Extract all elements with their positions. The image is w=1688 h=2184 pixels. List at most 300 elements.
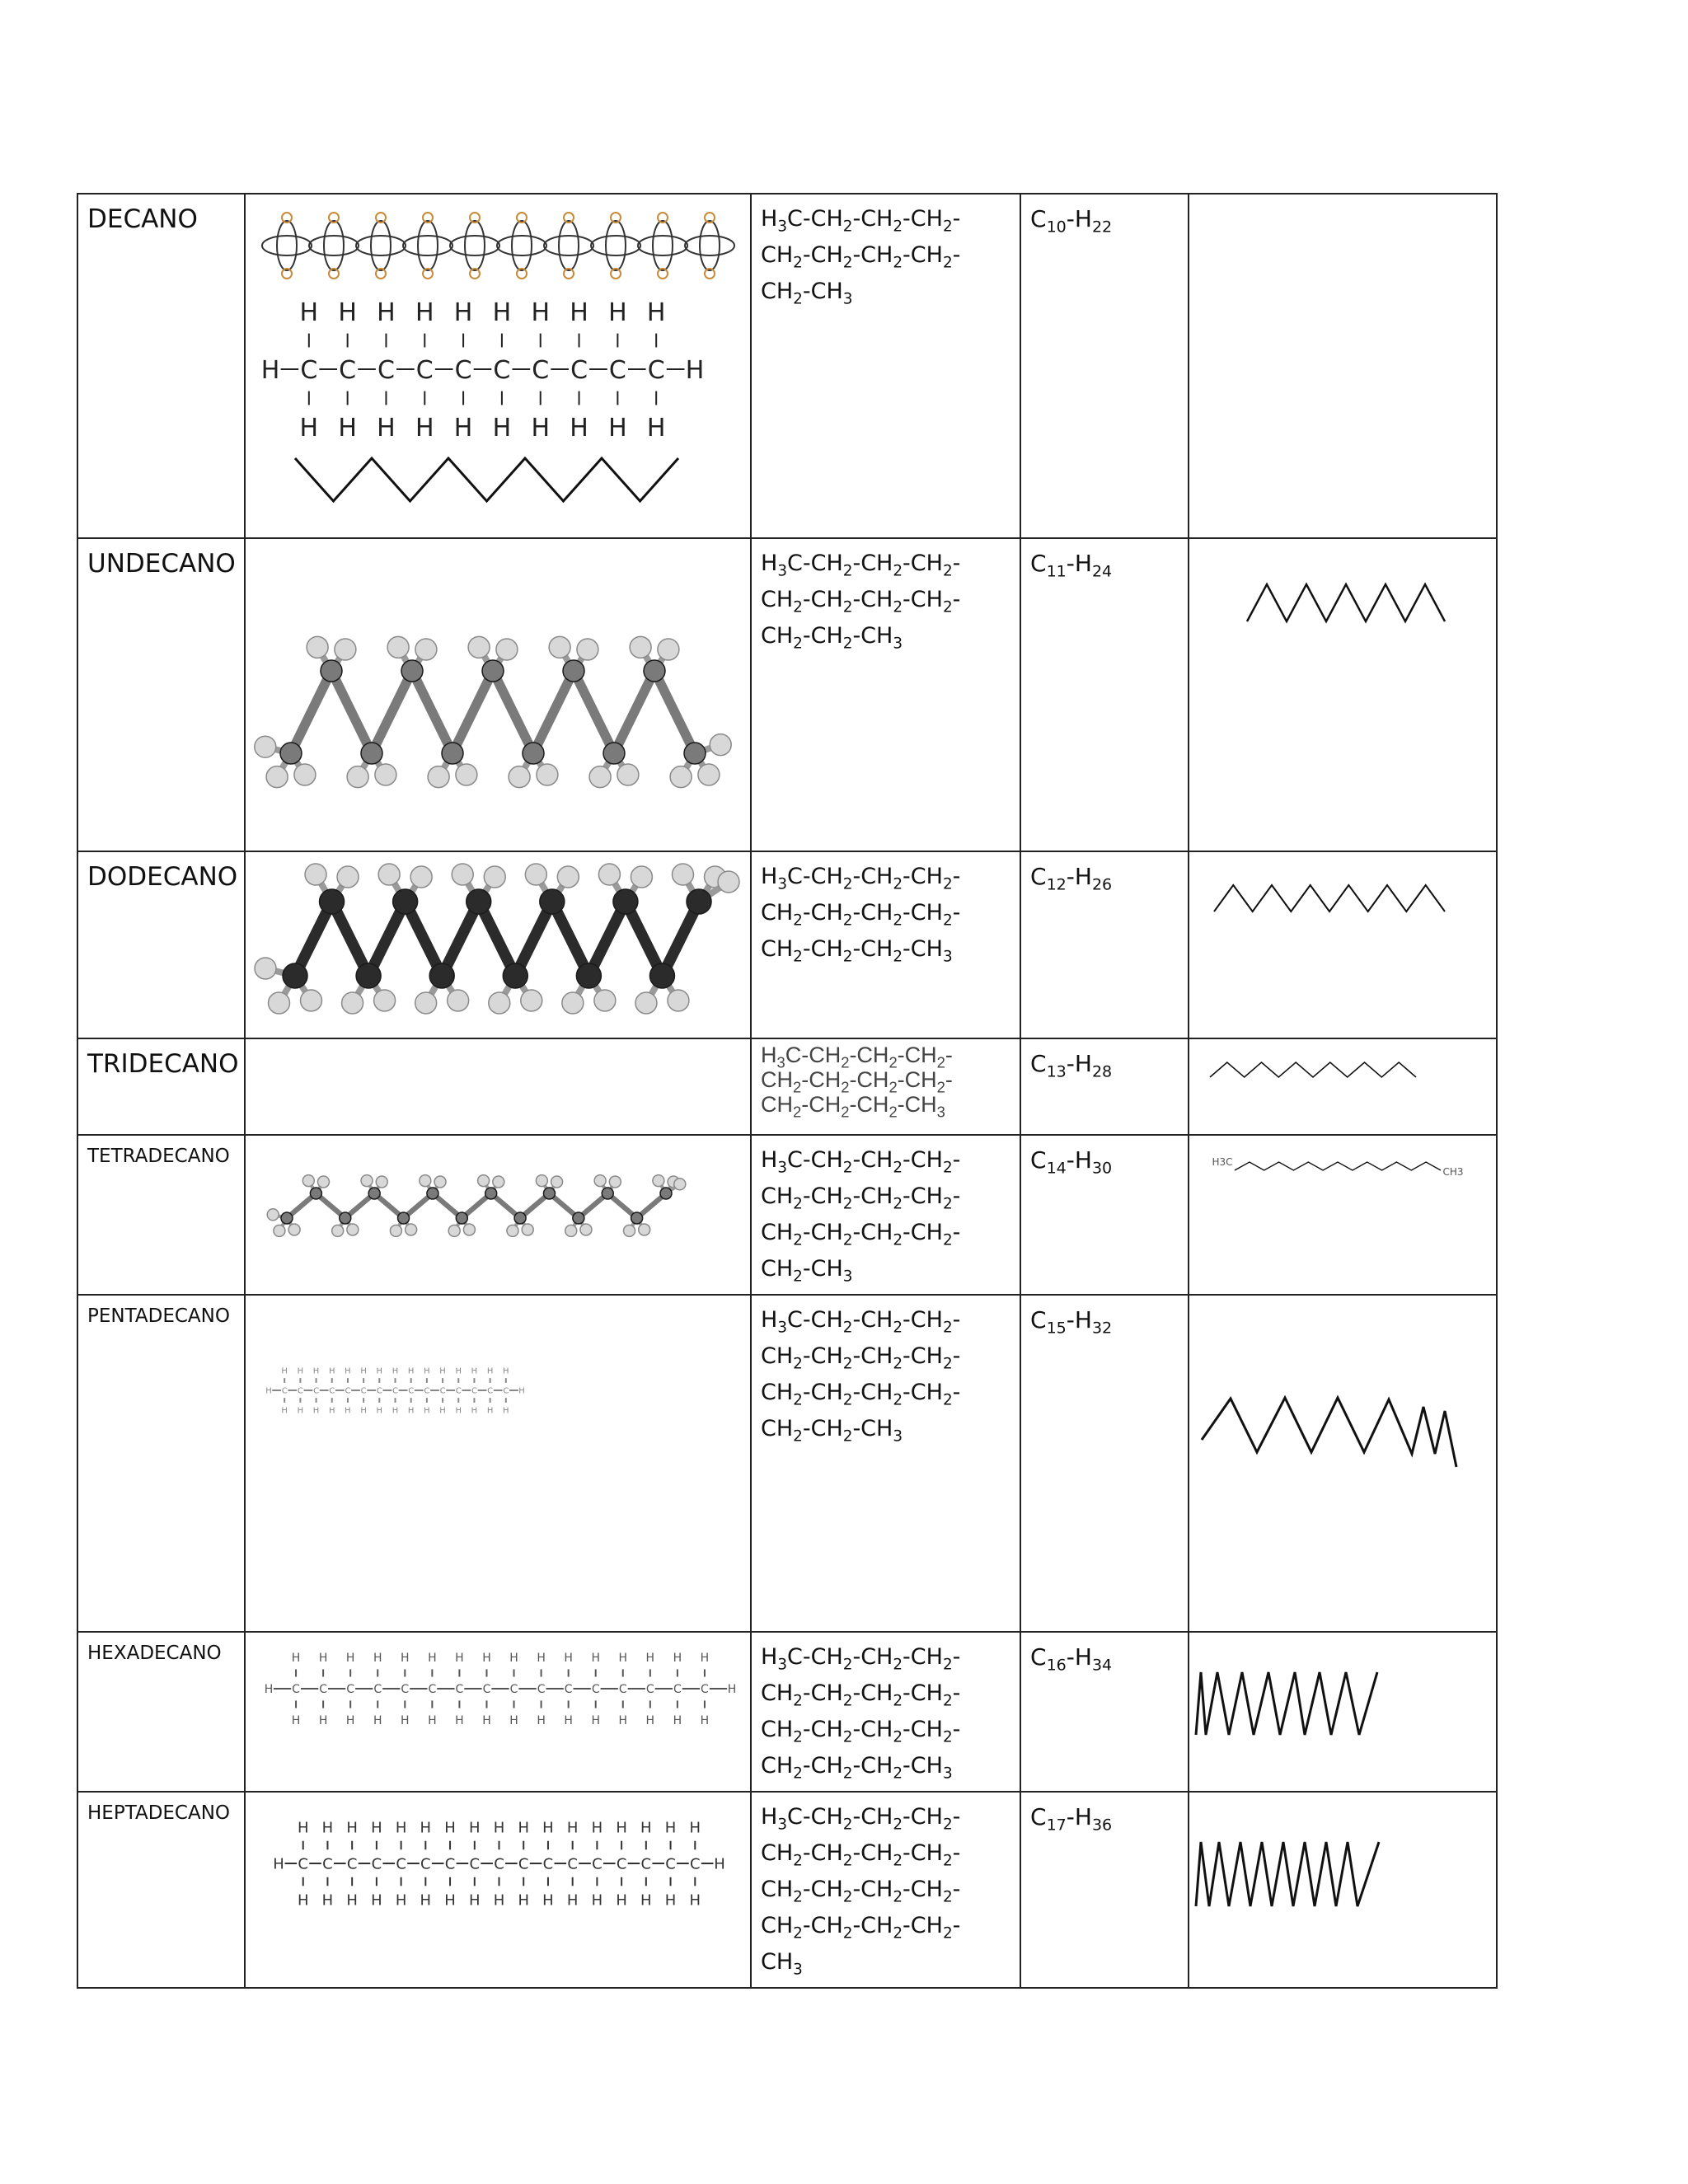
dodecano-model-hydrogen-atom bbox=[305, 864, 326, 885]
pentadecano-structural-atom: H bbox=[376, 1406, 383, 1416]
pentadecano-structural-atom: H bbox=[345, 1366, 351, 1376]
heptadecano-structural-atom: H bbox=[469, 1891, 481, 1910]
condensed-formula bbox=[751, 851, 1020, 1038]
tetradecano-model-hydrogen-atom bbox=[463, 1224, 475, 1235]
tetradecano-model-hydrogen-atom bbox=[376, 1176, 387, 1188]
decano-structural-atom: C bbox=[608, 355, 626, 385]
pentadecano-structural-atom: H bbox=[265, 1386, 272, 1396]
heptadecano-structural-atom: H bbox=[395, 1891, 407, 1910]
heptadecano-structural-atom: H bbox=[616, 1819, 627, 1837]
pentadecano-structural-atom: H bbox=[297, 1406, 304, 1416]
undecano-model-hydrogen-atom bbox=[698, 764, 720, 785]
decano-structural-atom: H bbox=[338, 298, 357, 327]
heptadecano-structural-atom: H bbox=[616, 1891, 627, 1910]
undecano-model-hydrogen-atom bbox=[468, 636, 490, 658]
pentadecano-structural-atom: C bbox=[360, 1386, 367, 1396]
heptadecano-structural-atom: H bbox=[297, 1819, 309, 1837]
pentadecano-structural-atom: H bbox=[328, 1366, 335, 1376]
pentadecano-structural-atom: C bbox=[313, 1386, 320, 1396]
decano-structural-atom: H bbox=[646, 298, 666, 327]
skeletal-end-label: H3C bbox=[1212, 1156, 1233, 1168]
alkane-name: DODECANO bbox=[77, 851, 245, 1038]
pentadecano-structural-atom: H bbox=[455, 1406, 462, 1416]
dodecano-model-carbon-atom bbox=[356, 963, 381, 988]
undecano-model-hydrogen-atom bbox=[549, 636, 570, 658]
undecano-model-hydrogen-atom bbox=[630, 636, 651, 658]
undecano-model-bond bbox=[614, 671, 654, 753]
hexadecano-structural-atom: C bbox=[645, 1683, 654, 1697]
pentadecano-structural-atom: H bbox=[392, 1406, 399, 1416]
hexadecano-zigzag bbox=[1196, 1672, 1377, 1735]
orbital-lobe bbox=[403, 236, 452, 255]
heptadecano-structural-atom: C bbox=[616, 1855, 627, 1873]
orbital-lobe bbox=[559, 221, 579, 270]
heptadecano-structural-atom: C bbox=[444, 1855, 456, 1873]
hexadecano-structural-atom: H bbox=[564, 1652, 573, 1666]
formula-line: $CH_2-CH_3$ bbox=[761, 1256, 853, 1286]
tetradecano-model-hydrogen-atom bbox=[288, 1224, 300, 1235]
heptadecano-zigzag bbox=[1196, 1842, 1379, 1906]
dodecano-skeletal-formula bbox=[1189, 852, 1496, 1038]
pentadecano-structural-atom: C bbox=[376, 1386, 382, 1396]
dodecano-model-hydrogen-atom bbox=[484, 866, 505, 888]
heptadecano-structural-atom: C bbox=[567, 1855, 578, 1873]
undecano-model-hydrogen-atom bbox=[577, 639, 598, 660]
undecano-model-hydrogen-atom bbox=[347, 766, 368, 788]
tetradecano-model-hydrogen-atom bbox=[434, 1176, 446, 1188]
hexadecano-structural-atom: H bbox=[509, 1714, 518, 1728]
dodecano-model-hydrogen-atom bbox=[489, 992, 510, 1014]
tetradecano-model-hydrogen-atom bbox=[332, 1225, 344, 1236]
undecano-model-hydrogen-atom bbox=[415, 639, 437, 660]
pentadecano-structural-atom: H bbox=[407, 1366, 415, 1376]
dodecano-model-hydrogen-atom bbox=[255, 958, 276, 979]
dodecano-model-carbon-atom bbox=[467, 889, 491, 914]
alkane-name: TRIDECANO bbox=[77, 1038, 245, 1135]
molecular-formula: $C_{14}-H_{30}$ bbox=[1020, 1135, 1189, 1295]
undecano-model-hydrogen-atom bbox=[456, 764, 477, 785]
tetradecano-model-carbon-atom bbox=[340, 1212, 351, 1224]
pentadecano-structural-atom: C bbox=[329, 1386, 335, 1396]
dodecano-model-hydrogen-atom bbox=[718, 871, 739, 893]
molecular-formula: $C_{10}-H_{22}$ bbox=[1020, 194, 1189, 538]
heptadecano-structural-atom: H bbox=[542, 1819, 554, 1837]
heptadecano-structural-atom: H bbox=[566, 1891, 579, 1910]
undecano-model-carbon-atom bbox=[280, 743, 302, 764]
undecano-model-bond bbox=[654, 671, 695, 753]
dodecano-model-hydrogen-atom bbox=[668, 990, 689, 1011]
hexadecano-structural-atom: H bbox=[645, 1714, 655, 1728]
dodecano-model-hydrogen-atom bbox=[452, 864, 473, 885]
heptadecano-structural-atom: C bbox=[298, 1855, 309, 1873]
dodecano-model-carbon-atom bbox=[540, 889, 565, 914]
undecano-model-hydrogen-atom bbox=[335, 639, 356, 660]
dodecano-model-carbon-atom bbox=[393, 889, 418, 914]
row-dodecano bbox=[77, 851, 1497, 1038]
pentadecano-structural-atom: C bbox=[297, 1386, 303, 1396]
dodecano-model-hydrogen-atom bbox=[598, 864, 620, 885]
pentadecano-structural-atom: H bbox=[486, 1366, 494, 1376]
undecano-model-carbon-atom bbox=[603, 743, 625, 764]
dodecano-model-hydrogen-atom bbox=[410, 866, 432, 888]
undecano-skeletal-formula bbox=[1189, 539, 1496, 851]
molecular-formula: $C_{12}-H_{26}$ bbox=[1020, 851, 1189, 1038]
dodecano-model-carbon-atom bbox=[649, 963, 674, 988]
heptadecano-structural-atom: C bbox=[689, 1855, 701, 1873]
undecano-model-carbon-atom bbox=[523, 743, 544, 764]
formula-line: $CH_2-CH_2-CH_2-CH_2-$ bbox=[761, 242, 961, 272]
heptadecano-skeletal-formula bbox=[1189, 1793, 1496, 1974]
formula-line: $CH_2-CH_2-CH_2-CH_3$ bbox=[761, 1092, 945, 1121]
orbital-lobe bbox=[418, 221, 438, 270]
undecano-model-carbon-atom bbox=[644, 660, 665, 682]
decano-structural-atom: H bbox=[570, 298, 588, 327]
tetradecano-model-hydrogen-atom bbox=[406, 1224, 417, 1235]
heptadecano-structural-atom: H bbox=[566, 1819, 579, 1837]
dodecano-model-hydrogen-atom bbox=[337, 866, 359, 888]
condensed-formula bbox=[751, 1792, 1020, 1988]
decano-structural-atom: H bbox=[570, 413, 588, 443]
dodecano-model-hydrogen-atom bbox=[631, 866, 652, 888]
heptadecano-structural-atom: H bbox=[493, 1819, 505, 1837]
tetradecano-model-carbon-atom bbox=[368, 1188, 380, 1199]
orbital-lobe bbox=[512, 221, 532, 270]
decano-structural-atom: H bbox=[415, 413, 434, 443]
hexadecano-structural-atom: H bbox=[645, 1652, 655, 1666]
formula-line: $H_3C-CH_2-CH_2-CH_2-$ bbox=[761, 864, 961, 893]
hexadecano-structural-atom: H bbox=[564, 1714, 573, 1728]
hexadecano-structural-atom: H bbox=[373, 1714, 382, 1728]
tetradecano-model-hydrogen-atom bbox=[420, 1175, 431, 1187]
pentadecano-structural-atom: H bbox=[312, 1406, 320, 1416]
pentadecano-structural-atom: H bbox=[392, 1366, 399, 1376]
dodecano-model-carbon-atom bbox=[320, 889, 345, 914]
decano-structural-atom: C bbox=[377, 355, 395, 385]
heptadecano-structural-atom: H bbox=[321, 1819, 334, 1837]
tetradecano-model-hydrogen-atom bbox=[493, 1176, 504, 1188]
decano-structural-atom: H bbox=[377, 413, 396, 443]
hexadecano-structural-atom: C bbox=[373, 1683, 382, 1697]
tetradecano-model-hydrogen-atom bbox=[274, 1225, 285, 1236]
heptadecano-structural-atom: C bbox=[665, 1855, 676, 1873]
heptadecano-structural-atom: H bbox=[640, 1891, 652, 1910]
hexadecano-structural-atom: C bbox=[428, 1683, 437, 1697]
tetradecano-model-hydrogen-atom bbox=[594, 1175, 606, 1187]
decano-zigzag bbox=[295, 458, 678, 501]
decano-structural-atom: H bbox=[338, 413, 357, 443]
hexadecano-structural-atom: H bbox=[264, 1683, 274, 1697]
hexadecano-structural-atom: H bbox=[428, 1714, 437, 1728]
hexadecano-structural-atom: H bbox=[428, 1652, 437, 1666]
orbital-lobe bbox=[465, 221, 485, 270]
decano-structure-image bbox=[246, 194, 750, 537]
pentadecano-structural-atom: H bbox=[471, 1366, 478, 1376]
alkanes-table bbox=[77, 193, 1498, 1989]
undecano-model-hydrogen-atom bbox=[307, 636, 328, 658]
formula-line: $CH_2-CH_3$ bbox=[761, 279, 853, 308]
row-decano bbox=[77, 194, 1497, 538]
condensed-formula bbox=[751, 194, 1020, 538]
decano-structural-atom: C bbox=[454, 355, 472, 385]
decano-structural-atom: H bbox=[608, 413, 627, 443]
row-tridecano bbox=[77, 1038, 1497, 1135]
formula-line: $CH_2-CH_2-CH_2-CH_2-$ bbox=[761, 1877, 961, 1906]
dodecano-model-hydrogen-atom bbox=[342, 992, 363, 1014]
hexadecano-structural-atom: C bbox=[319, 1683, 328, 1697]
heptadecano-structural-atom: C bbox=[518, 1855, 529, 1873]
tetradecano-model-carbon-atom bbox=[573, 1212, 584, 1224]
heptadecano-structural-atom: H bbox=[469, 1819, 481, 1837]
formula-line: $CH_2-CH_2-CH_2-CH_2-$ bbox=[761, 1067, 953, 1096]
pentadecano-structural-atom: C bbox=[455, 1386, 462, 1396]
row-heptadecano bbox=[77, 1792, 1497, 1988]
heptadecano-structural-atom: C bbox=[494, 1855, 504, 1873]
undecano-model-bond bbox=[452, 671, 493, 753]
tetradecano-model-carbon-atom bbox=[514, 1212, 526, 1224]
condensed-formula bbox=[751, 1632, 1020, 1792]
heptadecano-structural-atom: C bbox=[396, 1855, 406, 1873]
heptadecano-structural-atom: H bbox=[640, 1819, 652, 1837]
formula-line: $H_3C-CH_2-CH_2-CH_2-$ bbox=[761, 1147, 961, 1177]
pentadecano-structural-formula bbox=[246, 1296, 750, 1631]
dodecano-model-carbon-atom bbox=[576, 963, 601, 988]
condensed-formula bbox=[751, 1135, 1020, 1295]
dodecano-model-hydrogen-atom bbox=[269, 992, 290, 1014]
tetradecano-model-carbon-atom bbox=[456, 1212, 467, 1224]
formula-line: $H_3C-CH_2-CH_2-CH_2-$ bbox=[761, 1307, 961, 1337]
tetradecano-model-hydrogen-atom bbox=[302, 1175, 314, 1187]
molecular-formula: $C_{16}-H_{34}$ bbox=[1020, 1632, 1189, 1792]
undecano-model-carbon-atom bbox=[684, 743, 706, 764]
pentadecano-structural-atom: H bbox=[424, 1406, 430, 1416]
formula-line: $CH_2-CH_2-CH_3$ bbox=[761, 1416, 903, 1446]
pentadecano-structural-atom: H bbox=[360, 1406, 367, 1416]
hexadecano-structural-atom: H bbox=[318, 1652, 328, 1666]
decano-structural-atom: C bbox=[415, 355, 434, 385]
orbital-lobe bbox=[685, 236, 734, 255]
heptadecano-structural-atom: H bbox=[297, 1891, 309, 1910]
hexadecano-structural-atom: H bbox=[591, 1652, 600, 1666]
decano-structural-atom: C bbox=[647, 355, 665, 385]
hexadecano-skeletal-formula bbox=[1189, 1633, 1496, 1779]
heptadecano-structural-atom: H bbox=[444, 1891, 456, 1910]
undecano-model-carbon-atom bbox=[563, 660, 584, 682]
heptadecano-structural-formula bbox=[246, 1793, 750, 1974]
hexadecano-structural-atom: H bbox=[345, 1652, 355, 1666]
decano-structural-atom: H bbox=[260, 355, 280, 385]
decano-structural-atom: H bbox=[492, 413, 512, 443]
alkane-name: PENTADECANO bbox=[77, 1295, 245, 1632]
tetradecano-ball-and-stick-model bbox=[246, 1136, 750, 1281]
pentadecano-structural-atom: H bbox=[407, 1406, 415, 1416]
pentadecano-structural-atom: H bbox=[439, 1406, 446, 1416]
pentadecano-structural-atom: C bbox=[471, 1386, 477, 1396]
undecano-model-carbon-atom bbox=[401, 660, 423, 682]
orbital-lobe bbox=[262, 236, 312, 255]
formula-line: $CH_2-CH_2-CH_2-CH_2-$ bbox=[761, 1380, 961, 1409]
decano-structural-atom: H bbox=[685, 355, 705, 385]
skeletal-end-label: CH3 bbox=[1442, 1166, 1464, 1178]
pentadecano-structural-atom: H bbox=[376, 1366, 383, 1376]
heptadecano-structural-atom: H bbox=[591, 1891, 603, 1910]
dodecano-zigzag bbox=[1214, 885, 1445, 912]
formula-line: $H_3C-CH_2-CH_2-CH_2-$ bbox=[761, 1644, 961, 1674]
orbital-lobe bbox=[324, 221, 344, 270]
pentadecano-zigzag bbox=[1202, 1398, 1456, 1467]
decano-structural-atom: H bbox=[453, 413, 473, 443]
hexadecano-structural-atom: H bbox=[727, 1683, 737, 1697]
tetradecano-model-hydrogen-atom bbox=[624, 1225, 635, 1236]
tetradecano-model-hydrogen-atom bbox=[565, 1225, 577, 1236]
heptadecano-structural-atom: H bbox=[346, 1819, 358, 1837]
decano-skeletal-formula bbox=[1189, 194, 1496, 537]
pentadecano-structural-atom: C bbox=[408, 1386, 415, 1396]
heptadecano-structural-atom: H bbox=[420, 1891, 432, 1910]
formula-line: $H_3C-CH_2-CH_2-CH_2-$ bbox=[761, 551, 961, 580]
heptadecano-structural-atom: H bbox=[689, 1891, 701, 1910]
tetradecano-model-hydrogen-atom bbox=[317, 1176, 329, 1188]
heptadecano-structural-atom: C bbox=[346, 1855, 358, 1873]
dodecano-model-carbon-atom bbox=[687, 889, 711, 914]
dodecano-model-carbon-atom bbox=[429, 963, 454, 988]
row-pentadecano bbox=[77, 1295, 1497, 1632]
pentadecano-structural-atom: H bbox=[486, 1406, 494, 1416]
heptadecano-structural-atom: H bbox=[714, 1855, 725, 1873]
alkane-name: UNDECANO bbox=[77, 538, 245, 851]
pentadecano-structural-atom: C bbox=[439, 1386, 446, 1396]
formula-line: $CH_2-CH_2-CH_2-CH_2-$ bbox=[761, 1680, 961, 1710]
decano-structural-atom: H bbox=[531, 413, 551, 443]
alkane-name: HEPTADECANO bbox=[77, 1792, 245, 1988]
hexadecano-structural-atom: C bbox=[537, 1683, 546, 1697]
undecano-model-hydrogen-atom bbox=[266, 766, 288, 788]
hexadecano-structural-atom: H bbox=[700, 1714, 710, 1728]
orbital-lobe bbox=[638, 236, 687, 255]
formula-line: $CH_2-CH_2-CH_2-CH_2-$ bbox=[761, 1183, 961, 1213]
decano-structural-atom: C bbox=[570, 355, 588, 385]
heptadecano-structural-atom: H bbox=[444, 1819, 456, 1837]
dodecano-model-hydrogen-atom bbox=[374, 990, 396, 1011]
molecular-formula: $C_{15}-H_{32}$ bbox=[1020, 1295, 1189, 1632]
hexadecano-structural-atom: C bbox=[618, 1683, 627, 1697]
decano-structural-atom: C bbox=[339, 355, 357, 385]
tetradecano-model-hydrogen-atom bbox=[267, 1209, 279, 1221]
pentadecano-structural-atom: H bbox=[281, 1406, 288, 1416]
pentadecano-structural-atom: H bbox=[297, 1366, 304, 1376]
tetradecano-model-hydrogen-atom bbox=[361, 1175, 373, 1187]
pentadecano-structural-atom: C bbox=[392, 1386, 398, 1396]
heptadecano-structural-atom: H bbox=[420, 1819, 432, 1837]
heptadecano-structural-atom: C bbox=[640, 1855, 652, 1873]
heptadecano-structural-atom: H bbox=[371, 1819, 382, 1837]
tetradecano-model-hydrogen-atom bbox=[536, 1175, 547, 1187]
dodecano-model-hydrogen-atom bbox=[521, 990, 542, 1011]
tetradecano-model-carbon-atom bbox=[427, 1188, 438, 1199]
hexadecano-structural-atom: H bbox=[509, 1652, 518, 1666]
dodecano-model-hydrogen-atom bbox=[378, 864, 400, 885]
undecano-model-bond bbox=[291, 671, 331, 753]
pentadecano-structural-atom: H bbox=[312, 1366, 320, 1376]
pentadecano-structural-atom: H bbox=[424, 1366, 430, 1376]
heptadecano-structural-atom: H bbox=[664, 1891, 677, 1910]
hexadecano-structural-atom: C bbox=[591, 1683, 600, 1697]
heptadecano-structural-atom: H bbox=[346, 1891, 358, 1910]
heptadecano-structural-atom: C bbox=[469, 1855, 481, 1873]
tetradecano-model-hydrogen-atom bbox=[674, 1179, 686, 1190]
tetradecano-model-hydrogen-atom bbox=[347, 1224, 359, 1235]
heptadecano-structural-atom: H bbox=[493, 1891, 505, 1910]
heptadecano-structural-atom: C bbox=[371, 1855, 382, 1873]
formula-line: $CH_2-CH_2-CH_2-CH_2-$ bbox=[761, 1220, 961, 1249]
hexadecano-structural-atom: H bbox=[345, 1714, 355, 1728]
decano-structural-atom: H bbox=[299, 298, 319, 327]
row-hexadecano bbox=[77, 1632, 1497, 1792]
undecano-model-carbon-atom bbox=[482, 660, 504, 682]
tetradecano-model-hydrogen-atom bbox=[551, 1176, 563, 1188]
orbital-lobe bbox=[371, 221, 391, 270]
pentadecano-structural-atom: C bbox=[345, 1386, 351, 1396]
row-tetradecano bbox=[77, 1135, 1497, 1295]
heptadecano-structural-atom: H bbox=[518, 1891, 529, 1910]
hexadecano-structural-atom: H bbox=[291, 1714, 301, 1728]
pentadecano-structural-atom: H bbox=[503, 1366, 509, 1376]
undecano-model-hydrogen-atom bbox=[617, 764, 639, 785]
decano-structural-atom: H bbox=[608, 298, 627, 327]
hexadecano-structural-atom: H bbox=[401, 1652, 410, 1666]
hexadecano-structural-atom: H bbox=[618, 1652, 628, 1666]
undecano-model-bond bbox=[372, 671, 412, 753]
dodecano-model-hydrogen-atom bbox=[525, 864, 546, 885]
tetradecano-model-hydrogen-atom bbox=[609, 1176, 621, 1188]
orbital-lobe bbox=[309, 236, 359, 255]
hexadecano-structural-atom: H bbox=[291, 1652, 301, 1666]
heptadecano-structural-atom: H bbox=[321, 1891, 334, 1910]
decano-structural-atom: H bbox=[377, 298, 396, 327]
undecano-model-carbon-atom bbox=[442, 743, 463, 764]
tetradecano-model-hydrogen-atom bbox=[507, 1225, 518, 1236]
dodecano-model-hydrogen-atom bbox=[635, 992, 657, 1014]
heptadecano-structural-atom: H bbox=[542, 1891, 554, 1910]
hexadecano-structural-atom: H bbox=[401, 1714, 410, 1728]
heptadecano-structural-atom: C bbox=[592, 1855, 603, 1873]
molecular-formula: $C_{13}-H_{28}$ bbox=[1020, 1038, 1189, 1135]
undecano-ball-and-stick-model bbox=[246, 539, 750, 851]
tetradecano-model-hydrogen-atom bbox=[522, 1224, 533, 1235]
pentadecano-structural-atom: H bbox=[455, 1366, 462, 1376]
dodecano-model-hydrogen-atom bbox=[448, 990, 469, 1011]
pentadecano-structural-atom: C bbox=[281, 1386, 288, 1396]
tridecano-skeletal-formula bbox=[1189, 1039, 1496, 1134]
condensed-formula bbox=[751, 538, 1020, 851]
molecular-formula: $C_{11}-H_{24}$ bbox=[1020, 538, 1189, 851]
decano-structural-atom: H bbox=[415, 298, 434, 327]
dodecano-model-hydrogen-atom bbox=[562, 992, 584, 1014]
condensed-formula bbox=[751, 1038, 1020, 1135]
tetradecano-model-hydrogen-atom bbox=[478, 1175, 490, 1187]
hexadecano-structural-atom: H bbox=[673, 1652, 682, 1666]
dodecano-model-hydrogen-atom bbox=[301, 990, 322, 1011]
dodecano-model-carbon-atom bbox=[503, 963, 528, 988]
undecano-model-carbon-atom bbox=[361, 743, 382, 764]
formula-line: $CH_2-CH_2-CH_2-CH_2-$ bbox=[761, 1840, 961, 1870]
undecano-model-hydrogen-atom bbox=[509, 766, 530, 788]
formula-line: $CH_2-CH_2-CH_2-CH_2-$ bbox=[761, 1913, 961, 1943]
undecano-model-hydrogen-atom bbox=[589, 766, 611, 788]
decano-structural-atom: C bbox=[532, 355, 550, 385]
formula-line: $H_3C-CH_2-CH_2-CH_2-$ bbox=[761, 206, 961, 236]
decano-structural-atom: H bbox=[646, 413, 666, 443]
hexadecano-structural-formula bbox=[246, 1633, 750, 1779]
